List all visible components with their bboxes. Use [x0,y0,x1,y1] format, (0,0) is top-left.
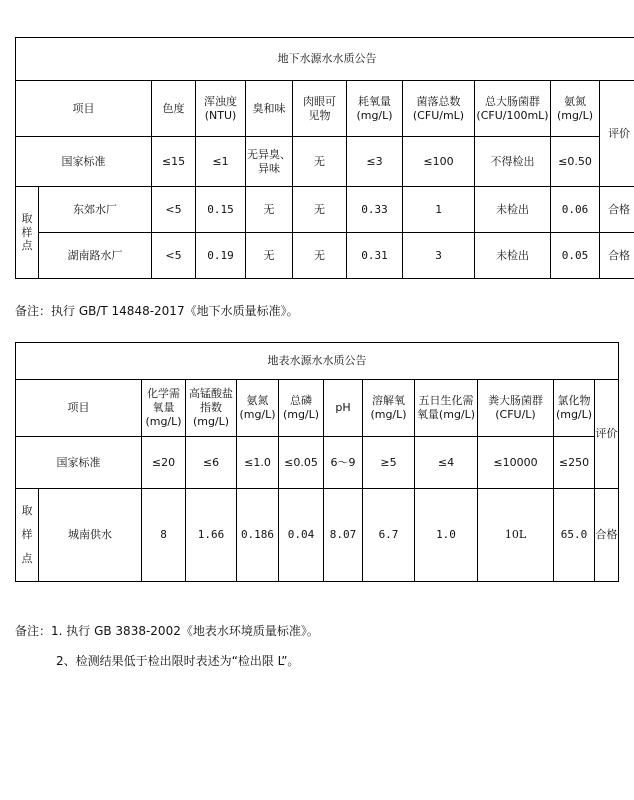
sample-value: 3 [403,233,475,279]
column-header: 色度 [152,81,196,137]
standard-label: 国家标准 [16,437,142,489]
column-header: 浑浊度 (NTU) [196,81,246,137]
standard-value: ≤250 [554,437,595,489]
column-header: pH [324,380,363,437]
sample-value: 1.66 [186,489,237,582]
sample-value: 8.07 [324,489,363,582]
standard-value: ≤15 [152,137,196,187]
column-header: 氯化物 (mg/L) [554,380,595,437]
standard-value: ≤6 [186,437,237,489]
sample-value: 未检出 [475,233,551,279]
column-header: 高锰酸盐 指数 (mg/L) [186,380,237,437]
sample-value: 8 [142,489,186,582]
sample-name: 东郊水厂 [39,187,152,233]
sample-point-label: 取 样 点 [16,489,39,582]
standard-value: ≤1 [196,137,246,187]
sample-value: 0.33 [347,187,403,233]
standard-value: ≤20 [142,437,186,489]
column-header: 肉眼可 见物 [293,81,347,137]
sample-value: 0.06 [551,187,600,233]
sample-value: 1.0 [415,489,478,582]
sample-value: 0.05 [551,233,600,279]
evaluation-header: 评价 [600,81,634,187]
column-header: 氨氮 (mg/L) [237,380,279,437]
standard-value: ≤1.0 [237,437,279,489]
column-header: 耗氧量 (mg/L) [347,81,403,137]
standard-value: ≤4 [415,437,478,489]
standard-value: 无异臭、 异味 [246,137,293,187]
sample-value: 无 [246,233,293,279]
table-row [16,233,634,279]
sample-value: 10L [478,489,554,582]
evaluation-result: 合格 [595,489,619,582]
column-header: 总大肠菌群 (CFU/100mL) [475,81,551,137]
standard-value: 不得检出 [475,137,551,187]
standard-value: ≤0.50 [551,137,600,187]
item-header: 项目 [16,81,152,137]
column-header: 溶解氧 (mg/L) [363,380,415,437]
standard-label: 国家标准 [16,137,152,187]
standard-value: ≤100 [403,137,475,187]
standard-value: 6～9 [324,437,363,489]
column-header: 五日生化需 氧量(mg/L) [415,380,478,437]
surface-note-2: 2、检测结果低于检出限时表述为“检出限 L”。 [56,654,300,668]
evaluation-result: 合格 [600,187,634,233]
surface-title: 地表水源水水质公告 [16,343,619,380]
standard-value: 无 [293,137,347,187]
sample-value: 6.7 [363,489,415,582]
evaluation-header: 评价 [595,380,619,489]
standard-value: ≤0.05 [279,437,324,489]
sample-value: 0.15 [196,187,246,233]
sample-value: 无 [293,187,347,233]
sample-value: 未检出 [475,187,551,233]
sample-value: 0.04 [279,489,324,582]
sample-name: 城南供水 [39,489,142,582]
evaluation-result: 合格 [600,233,634,279]
column-header: 氨氮 (mg/L) [551,81,600,137]
surface-water-table [15,342,619,582]
table-row [16,187,634,233]
surface-note-1: 备注：1. 执行 GB 3838-2002《地表水环境质量标准》。 [15,624,319,638]
column-header: 总磷 (mg/L) [279,380,324,437]
column-header: 化学需 氧量 (mg/L) [142,380,186,437]
sample-value: 65.0 [554,489,595,582]
column-header: 粪大肠菌群 (CFU/L) [478,380,554,437]
groundwater-title: 地下水源水水质公告 [16,38,634,81]
column-header: 菌落总数 (CFU/mL) [403,81,475,137]
sample-point-label: 取 样 点 [16,187,39,279]
standard-value: ≥5 [363,437,415,489]
sample-value: 0.19 [196,233,246,279]
groundwater-note: 备注：执行 GB/T 14848-2017《地下水质量标准》。 [15,304,299,318]
sample-value: <5 [152,233,196,279]
standard-value: ≤10000 [478,437,554,489]
sample-value: <5 [152,187,196,233]
groundwater-table [15,37,634,279]
sample-value: 无 [293,233,347,279]
sample-name: 湖南路水厂 [39,233,152,279]
standard-value: ≤3 [347,137,403,187]
sample-value: 0.186 [237,489,279,582]
item-header: 项目 [16,380,142,437]
table-row [16,489,619,582]
sample-value: 无 [246,187,293,233]
sample-value: 1 [403,187,475,233]
column-header: 臭和味 [246,81,293,137]
sample-value: 0.31 [347,233,403,279]
